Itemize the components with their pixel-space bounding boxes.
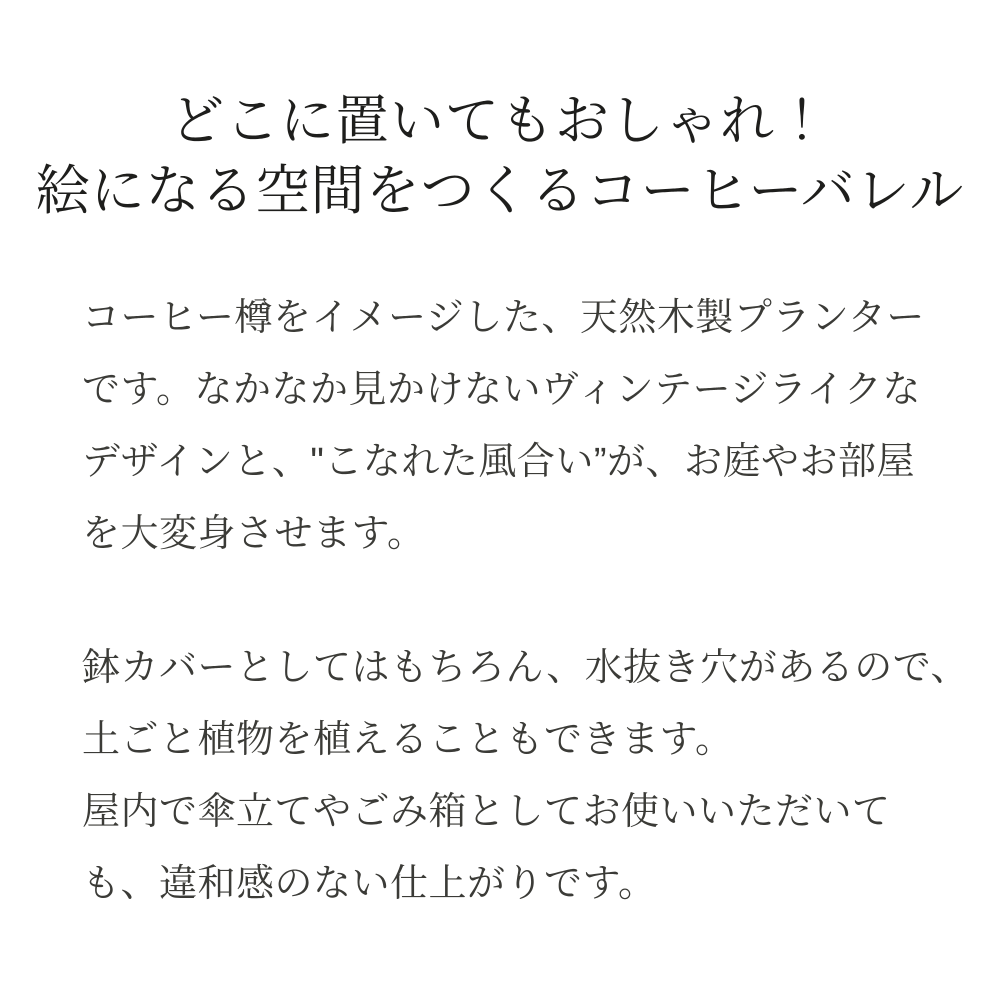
page-title-line-1: どこに置いてもおしゃれ！: [170, 91, 830, 151]
body-copy: [0, 282, 1000, 920]
paragraph-line: 鉢カバーとしてはもちろん、水抜き穴があるので、: [82, 647, 970, 690]
paragraph-line: コーヒー樽をイメージした、天然木製プランター: [82, 297, 925, 340]
paragraph-product-intro: [82, 282, 960, 570]
paragraph-line: を大変身させます。: [82, 513, 426, 556]
page-title-line-2: 絵になる空間をつくるコーヒーバレル: [35, 161, 965, 222]
paragraph-usage: [82, 632, 970, 920]
paragraph-line: も、違和感のない仕上がりです。: [82, 863, 657, 906]
paragraph-line: 土ごと植物を植えることもできます。: [82, 719, 734, 762]
paragraph-line: です。なかなか見かけないヴィンテージライクな: [82, 369, 922, 412]
paragraph-line: 屋内で傘立てやごみ箱としてお使いいただいて: [82, 791, 891, 834]
page-title: [0, 86, 1000, 226]
paragraph-line: デザインと、"こなれた風合い”が、お庭やお部屋: [82, 441, 915, 484]
